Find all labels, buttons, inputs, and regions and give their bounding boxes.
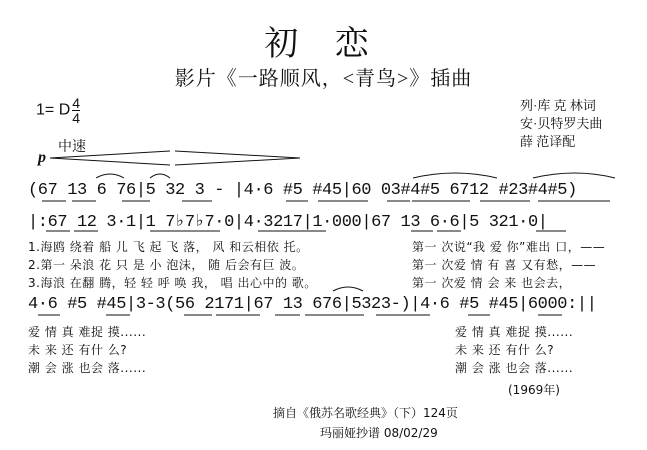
slur — [96, 174, 124, 178]
key-label: 1= D — [36, 101, 71, 119]
lyric-verse3-b: 第一 次爱 情 会 来 也会去， — [412, 276, 572, 290]
song-subtitle: 影片《一路顺风，<青鸟>》插曲 — [174, 68, 473, 90]
tempo-marking: 中速 — [58, 140, 86, 155]
dynamic-marking: p — [38, 149, 46, 166]
slur — [533, 173, 615, 178]
time-top: 4 — [72, 95, 81, 111]
decrescendo-hairpin — [175, 151, 300, 165]
composer-credit: 安·贝特罗夫曲 — [520, 116, 603, 131]
composition-year: (1969年) — [508, 383, 560, 397]
time-bottom: 4 — [72, 110, 81, 126]
notation-line-1: (67 13 6 76|5 32 3 - |4·6 #5 #45|60 03#4#5 6712 #23#4#5) — [28, 181, 577, 200]
lyric-verse1-a: 1.海鸥 绕着 船 儿 飞 起 飞 落， 风 和云相依 托。 — [28, 240, 309, 254]
lyric-end2-b: 未 来 还 有什 么? — [455, 343, 555, 357]
notation-line-3: 4·6 #5 #45|3-3(56 2171|67 13 676|5323-)|4·6 #5 #45|6000:|| — [28, 295, 597, 314]
slur — [150, 174, 170, 178]
slur — [333, 287, 363, 291]
lyric-end2-a: 未 来 还 有什 么? — [28, 343, 128, 357]
notation-line-2: |:67 12 3·1|1 7♭7♭7·0|4·3217|1·000|67 13 6·6|5 321·0| — [28, 213, 548, 232]
song-title: 初 恋 — [264, 26, 383, 63]
lyric-end3-a: 潮 会 涨 也会 落...... — [28, 361, 147, 375]
copyist-note: 玛丽娅抄谱 08/02/29 — [320, 426, 438, 440]
lyric-end1-b: 爱 情 真 难捉 摸...... — [455, 325, 574, 339]
crescendo-hairpin — [50, 151, 170, 165]
arranger-credit: 薛 范译配 — [520, 134, 576, 149]
lyric-end3-b: 潮 会 涨 也会 落...... — [455, 361, 574, 375]
lyric-verse2-b: 第一 次爱 情 有 喜 又有愁，—— — [412, 258, 597, 272]
slur — [413, 173, 497, 178]
lyric-end1-a: 爱 情 真 难捉 摸...... — [28, 325, 147, 339]
source-note: 摘自《俄苏名歌经典》（下）124页 — [273, 406, 458, 420]
lyricist-credit: 列·库 克 林词 — [520, 98, 596, 113]
lyric-verse1-b: 第一 次说“我 爱 你”难出 口，—— — [412, 240, 606, 254]
lyric-verse2-a: 2.第一 朵浪 花 只 是 小 泡沫， 随 后会有巨 波。 — [28, 258, 305, 272]
lyric-verse3-a: 3.海浪 在翻 腾，轻 轻 呼 唤 我， 唱 出心中的 歌。 — [28, 276, 317, 290]
